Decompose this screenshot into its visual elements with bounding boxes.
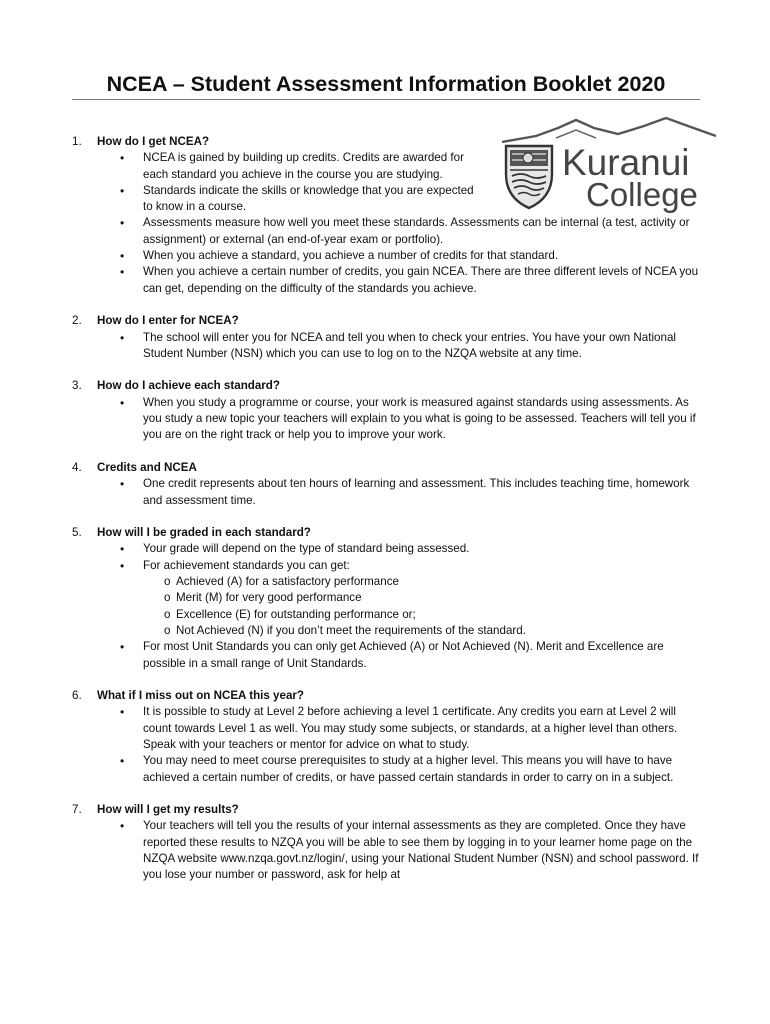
section-number: 1. (72, 135, 82, 148)
bullet-item: • When you study a programme or course, your work is measured against standards using assessments. As you study a new topic your teachers will explain to you what is going to be assessed. Teachers will tell you if you are on the right track or help you to improve your work. (72, 395, 704, 444)
bullet-list (72, 541, 704, 671)
section-heading-text: What if I miss out on NCEA this year? (97, 689, 304, 703)
bullet-list (72, 150, 704, 297)
bullet-item: • For most Unit Standards you can only get Achieved (A) or Not Achieved (N). Merit and Excellence are possible in a small range of Unit Standards. (72, 639, 704, 672)
bullet-item: • Assessments measure how well you meet these standards. Assessments can be internal (a test, activity or assignment) or external (an end-of-year exam or portfolio). (72, 215, 704, 248)
bullet-item: • The school will enter you for NCEA and tell you when to check your entries. You have your own National Student Number (NSN) which you can use to log on to the NZQA website at any time. (72, 330, 704, 363)
section-number: 7. (72, 803, 82, 817)
logo-text-line2: College (586, 176, 698, 213)
section-credits (72, 460, 704, 509)
section-number: 3. (72, 379, 82, 393)
grade-item: o Not Achieved (N) if you don’t meet the requirements of the standard. (72, 623, 704, 639)
section-grading (72, 525, 704, 672)
section-heading-text: How do I enter for NCEA? (97, 314, 239, 328)
logo-text-line1: Kuranui (562, 142, 690, 183)
section-number: 6. (72, 689, 82, 703)
section-heading (72, 688, 704, 704)
bullet-item: • You may need to meet course prerequisites to study at a higher level. This means you will have to have achieved a certain number of credits, or have passed certain standards in order to carry on in a subject. (72, 753, 704, 786)
section-heading-text: How will I be graded in each standard? (97, 526, 311, 540)
bullet-item (72, 558, 704, 639)
section-heading (72, 378, 704, 394)
section-heading (72, 313, 704, 329)
grade-list (143, 574, 704, 639)
grade-item: o Achieved (A) for a satisfactory performance (72, 574, 704, 590)
section-heading (72, 525, 704, 541)
bullet-item: • Your grade will depend on the type of standard being assessed. (72, 541, 704, 557)
section-heading-text: How do I get NCEA? (97, 135, 210, 148)
section-results (72, 802, 704, 883)
bullet-item: • One credit represents about ten hours of learning and assessment. This includes teaching time, homework and assessment time. (72, 476, 704, 509)
bullet-item: • NCEA is gained by building up credits. Credits are awarded for each standard you achieve in the course you are studying. (72, 150, 704, 183)
bullet-list (72, 330, 704, 363)
section-number: 4. (72, 460, 82, 474)
bullet-list (72, 476, 704, 509)
section-heading-text: Credits and NCEA (97, 460, 197, 474)
section-number: 2. (72, 314, 82, 328)
grade-item: o Excellence (E) for outstanding performance or; (72, 607, 704, 623)
section-heading-text: How do I achieve each standard? (97, 379, 280, 393)
bullet-item: • When you achieve a standard, you achieve a number of credits for that standard. (72, 248, 704, 264)
section-achieve-standard (72, 378, 704, 443)
bullet-item: • When you achieve a certain number of credits, you gain NCEA. There are three different levels of NCEA you can get, depending on the difficulty of the standards you achieve. (72, 264, 704, 297)
section-heading (72, 460, 704, 476)
section-heading (72, 134, 704, 150)
bullet-list (72, 704, 704, 785)
bullet-list (72, 395, 704, 444)
content-sections (72, 134, 704, 900)
bullet-item-text: For achievement standards you can get: (143, 558, 350, 572)
page-title: NCEA – Student Assessment Information Booklet 2020 (106, 72, 666, 96)
bullet-item: • Your teachers will tell you the results of your internal assessments as they are completed. Once they have reported these results to NZQA you will be able to see them by logging in to your learner home page on the NZQA website www.nzqa.govt.nz/login/, using your National Student Number (NSN) and school password. If you lose your number or password, ask for help at (72, 818, 704, 883)
section-enter-ncea (72, 313, 704, 362)
title-underline (72, 99, 700, 100)
section-heading (72, 802, 704, 818)
bullet-list (72, 818, 704, 883)
section-heading-text: How will I get my results? (97, 803, 239, 817)
grade-item: o Merit (M) for very good performance (72, 590, 704, 606)
bullet-item: • It is possible to study at Level 2 before achieving a level 1 certificate. Any credits you earn at Level 2 will count towards Level 1 as well. You may study some subjects, or standards, at a higher level than others. Speak with your teachers or mentor for advice on what to study. (72, 704, 704, 753)
section-number: 5. (72, 526, 82, 540)
section-miss-out (72, 688, 704, 786)
bullet-item: • Standards indicate the skills or knowledge that you are expected to know in a course. (72, 183, 704, 216)
section-get-ncea (72, 134, 704, 297)
